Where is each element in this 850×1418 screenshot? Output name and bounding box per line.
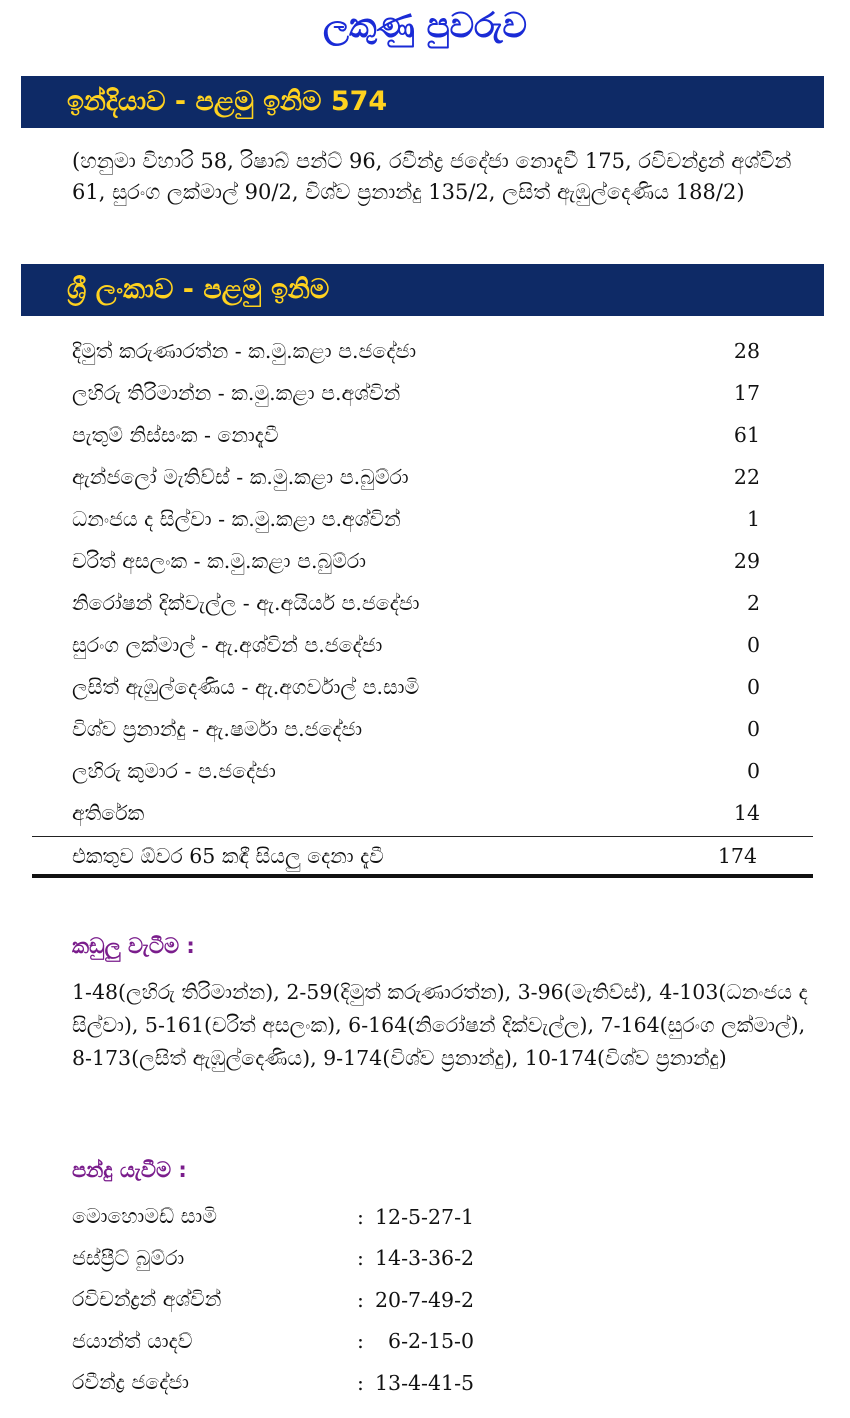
batsman-name: දිමුත් කරුණාරත්න - ක.මු.කළා ප.ජදේජා bbox=[72, 338, 417, 363]
batsman-runs: 29 bbox=[733, 549, 760, 573]
table-row bbox=[72, 1362, 632, 1404]
batsman-name: ලහිරු තිරිමාන්න - ක.මු.කළා ප.අශ්වින් bbox=[72, 380, 401, 405]
batsman-runs: 28 bbox=[733, 339, 760, 363]
bowler-figures: 20-7-49-2 bbox=[375, 1287, 475, 1312]
table-row bbox=[72, 498, 760, 540]
bowler-name: මොහොමඩ් සාමි bbox=[72, 1204, 217, 1229]
table-row bbox=[72, 540, 760, 582]
batsman-runs: 0 bbox=[746, 717, 760, 741]
extras-label: අතිරේක bbox=[72, 800, 145, 825]
bowler-figures: 14-3-36-2 bbox=[375, 1246, 475, 1271]
colon: : bbox=[357, 1370, 364, 1395]
india-innings-heading: ඉන්දියාව - පළමු ඉනිම 574 bbox=[21, 76, 824, 128]
batsman-runs: 0 bbox=[746, 759, 760, 783]
batsman-name: ඇන්ජලෝ මැතිව්ස් - ක.මු.කළා ප.බුම්රා bbox=[72, 464, 409, 489]
table-row bbox=[72, 414, 760, 456]
batsman-name: නිරෝෂන් දික්වැල්ල - ඇ.අයියර් ප.ජදේජා bbox=[72, 590, 420, 615]
table-row bbox=[72, 456, 760, 498]
colon: : bbox=[357, 1287, 364, 1312]
table-row bbox=[72, 750, 760, 792]
batting-scorecard bbox=[72, 330, 760, 834]
bowler-name: රවිචන්ද්‍රන් අශ්වින් bbox=[72, 1287, 222, 1312]
batsman-runs: 61 bbox=[733, 423, 760, 447]
table-row bbox=[72, 1279, 632, 1321]
batsman-name: සුරංග ලක්මාල් - ඇ.අශ්වින් ප.ජදේජා bbox=[72, 632, 383, 657]
divider-thick bbox=[32, 874, 813, 878]
batsman-runs: 2 bbox=[746, 591, 760, 615]
batsman-runs: 0 bbox=[746, 633, 760, 657]
total-runs: 174 bbox=[717, 844, 757, 868]
bowler-name: රවීන්ද්‍ර ජදේජා bbox=[72, 1370, 189, 1395]
total-row bbox=[72, 838, 757, 874]
table-row bbox=[72, 708, 760, 750]
table-row bbox=[72, 582, 760, 624]
batsman-runs: 22 bbox=[733, 465, 760, 489]
table-row bbox=[72, 666, 760, 708]
india-innings-summary: (හනුමා විහාරි 58, රිෂාබ් පන්ට් 96, රවීන්ද්‍ර ජදේජා නොදැවී 175, රවිචන්ද්‍රන් අශ්වින් 61, සුරංග ලක්මාල් 90/2, විශ්ව ප්‍රනාන්දු 135/2, ලසිත් ඇඹුල්දෙණිය 188/2) bbox=[72, 149, 792, 204]
table-row bbox=[72, 1196, 632, 1238]
srilanka-innings-heading: ශ්‍රී ලංකාව - පළමු ඉනිම bbox=[21, 264, 824, 316]
divider bbox=[32, 836, 813, 837]
batsman-runs: 0 bbox=[746, 675, 760, 699]
fall-of-wickets-heading: කඩුලු වැටීම : bbox=[72, 934, 195, 958]
bowling-figures bbox=[72, 1196, 632, 1404]
page-title: ලකුණු පුවරුව bbox=[323, 6, 527, 46]
batsman-name: ලහිරු කුමාර - ප.ජදේජා bbox=[72, 758, 276, 783]
batsman-name: විශ්ව ප්‍රනාන්දු - ඇ.ෂර්මා ප.ජදේජා bbox=[72, 716, 363, 741]
batsman-name: පැතුම් නිස්සංක - නොදැවී bbox=[72, 422, 279, 447]
colon: : bbox=[357, 1329, 364, 1354]
bowler-name: ජයාන්ත් යාදව් bbox=[72, 1328, 193, 1353]
bowler-figures: 6-2-15-0 bbox=[375, 1329, 475, 1354]
colon: : bbox=[357, 1246, 364, 1271]
fall-of-wickets-text: 1-48(ලහිරු තිරිමාන්න), 2-59(දිමුත් කරුණාරත්න), 3-96(මැතිව්ස්), 4-103(ධනංජය ද සිල්වා), 5-161(චරිත් අසලංක), 6-164(නිරෝෂන් දික්වැල්ල), 7-164(සුරංග ලක්මාල්), 8-173(ලසිත් ඇඹුල්දෙණිය), 9-174(විශ්ව ප්‍රනාන්දු), 10-174(විශ්ව ප්‍රනාන්දු) bbox=[72, 980, 808, 1070]
batsman-runs: 17 bbox=[733, 381, 760, 405]
extras-row bbox=[72, 792, 760, 834]
bowler-name: ජස්ප්‍රීට් බුම්රා bbox=[72, 1245, 185, 1270]
total-label: එකතුව ඕවර 65 කඳී සියලු දෙනා දැවී bbox=[72, 843, 384, 868]
table-row bbox=[72, 372, 760, 414]
batsman-name: ලසිත් ඇඹුල්දෙණිය - ඇ.අගර්වාල් ප.සාමි bbox=[72, 674, 420, 699]
table-row bbox=[72, 330, 760, 372]
colon: : bbox=[357, 1204, 364, 1229]
extras-runs: 14 bbox=[733, 801, 760, 825]
table-row bbox=[72, 624, 760, 666]
bowler-figures: 13-4-41-5 bbox=[375, 1370, 475, 1395]
table-row bbox=[72, 1238, 632, 1280]
batsman-runs: 1 bbox=[746, 507, 760, 531]
batsman-name: චරිත් අසලංක - ක.මු.කළා ප.බුම්රා bbox=[72, 548, 366, 573]
bowler-figures: 12-5-27-1 bbox=[375, 1204, 475, 1229]
table-row bbox=[72, 1321, 632, 1363]
bowling-heading: පන්දු යැවීම : bbox=[72, 1158, 187, 1182]
batsman-name: ධනංජය ද සිල්වා - ක.මු.කළා ප.අශ්වින් bbox=[72, 506, 401, 531]
